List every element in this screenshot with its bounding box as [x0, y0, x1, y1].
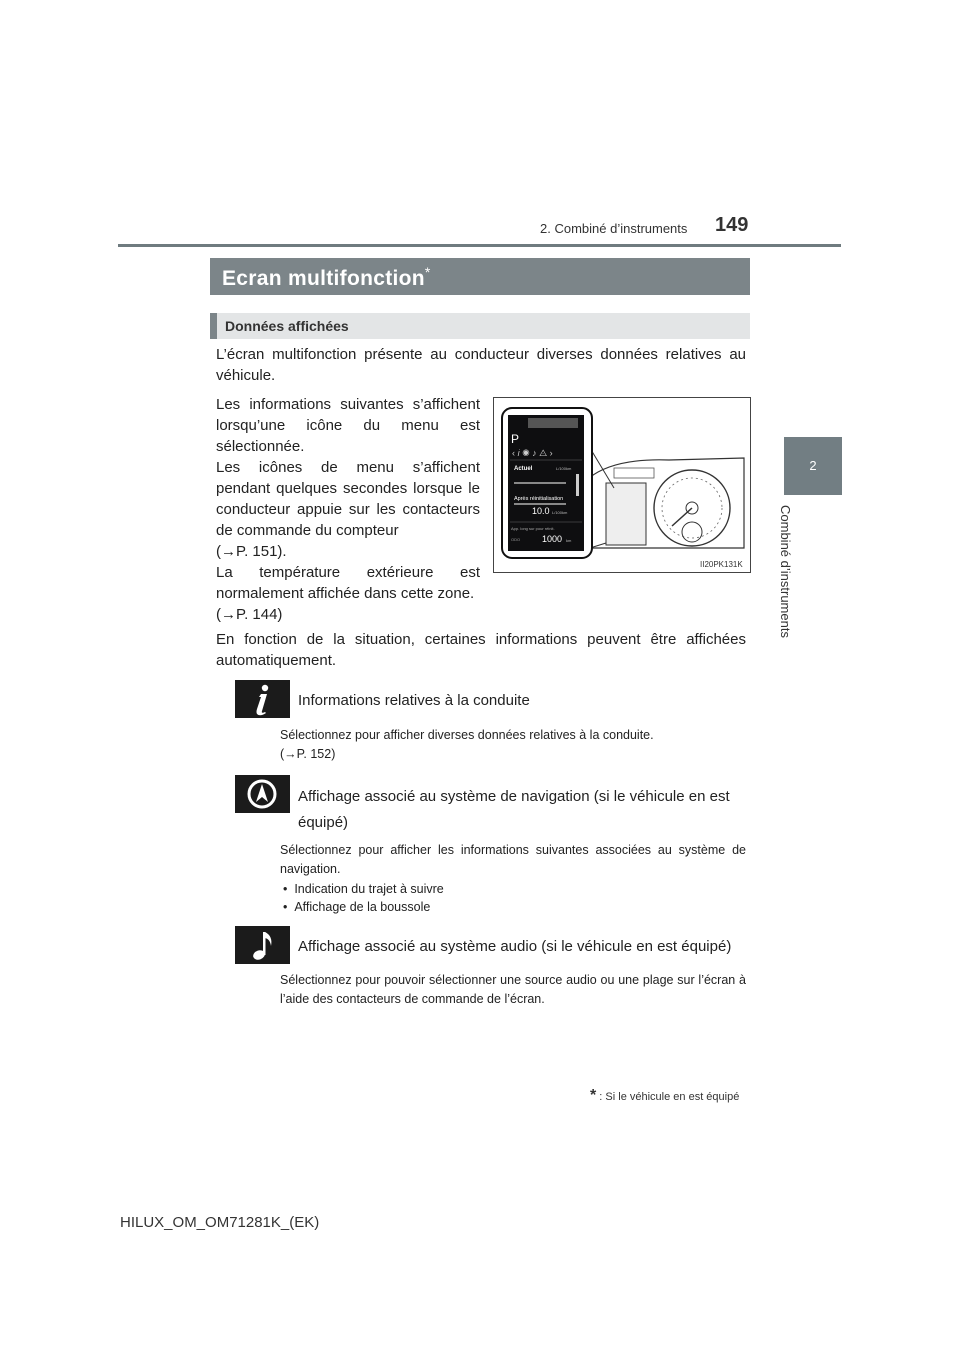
bullet-route-guidance: Indication du trajet à suivre	[294, 882, 444, 896]
menu-display-text: Les icônes de menu s’affichent pendant quelques secondes lorsque le conducteur appuie sur les contacteurs de commande du compteur	[216, 459, 480, 539]
display-scale	[576, 474, 579, 496]
display-menu-icons: ‹ 𝑖 ◉ ♪ ◬ ›	[512, 448, 553, 458]
display-odo-label: ODO	[511, 537, 521, 542]
display-gear: P	[511, 432, 520, 446]
menu-icons-text: Les informations suivantes s’affichent lorsqu’une icône du menu est sélectionnée.	[216, 396, 480, 455]
sub-gauge	[682, 522, 702, 542]
item-title-audio: Affichage associé au système audio (si le véhicule en est équipé)	[298, 938, 732, 955]
list-item: • Affichage de la boussole	[283, 900, 431, 914]
bullet-compass: Affichage de la boussole	[294, 900, 431, 914]
callout-line-top	[590, 448, 614, 488]
navigation-icon	[235, 775, 290, 813]
cluster-illustration	[494, 398, 750, 572]
item-desc-navigation: Sélectionnez pour afficher les informations suivantes associées au système de navigation.	[280, 843, 746, 876]
section-title-mark: *	[424, 264, 431, 280]
display-unit-current: L/100km	[556, 466, 572, 471]
center-screen	[606, 483, 646, 545]
side-tab-label-wrap	[778, 505, 818, 640]
item-desc-audio: Sélectionnez pour pouvoir sélectionner une source audio ou une plage sur l’écran à l’aide des contacteurs de commande de l’écran.	[280, 973, 746, 1006]
display-odo-unit: km	[566, 538, 572, 543]
display-bar-current	[514, 482, 566, 484]
display-unit-reset: L/100km	[552, 510, 568, 515]
chapter-title: 2. Combiné d’instruments	[540, 221, 688, 236]
intro-paragraph: L’écran multifonction présente au conducteur diverses données relatives au véhicule.	[216, 346, 746, 384]
subsection-bar	[210, 313, 750, 339]
section-title-bar	[210, 258, 750, 295]
display-hint: App. long sur pour réinit.	[511, 526, 555, 531]
navigation-bullet-list	[283, 880, 444, 916]
footnote-text: : Si le véhicule en est équipé	[599, 1091, 740, 1103]
temp-ref-link[interactable]: (→P. 144)	[216, 606, 283, 623]
item-title-navigation: Affichage associé au système de navigation (si le véhicule en est équipé)	[298, 788, 730, 831]
section-title	[222, 264, 431, 291]
audio-note-icon-glyph	[235, 926, 290, 964]
document-code: HILUX_OM_OM71281K_(EK)	[120, 1214, 320, 1231]
side-tab-number: 2	[784, 437, 842, 495]
temp-text: La température extérieure est normalement affichée dans cette zone.	[216, 564, 480, 602]
info-icon	[235, 680, 290, 718]
display-value-reset: 10.0	[532, 506, 550, 516]
list-item: • Indication du trajet à suivre	[283, 882, 444, 896]
footnote	[590, 1087, 739, 1105]
item-desc-text: Sélectionnez pour afficher diverses données relatives à la conduite.	[280, 728, 654, 742]
page-number: 149	[715, 214, 749, 236]
item-title-driving-info: Informations relatives à la conduite	[298, 692, 530, 709]
menu-paragraph	[216, 394, 480, 625]
display-odometer: 1000	[542, 534, 563, 544]
display-bar-reset	[514, 503, 566, 505]
figure-code: II20PK131K	[700, 560, 743, 569]
display-label-reset: Après réinitialisation	[514, 496, 564, 502]
display-header-bar	[528, 418, 578, 428]
subsection-accent	[210, 313, 217, 339]
footnote-mark: *	[590, 1087, 597, 1104]
item-desc-driving-info	[280, 726, 746, 764]
item-ref-link[interactable]: (→P. 152)	[280, 747, 336, 761]
subsection-title: Données affichées	[225, 318, 349, 334]
header-rule	[118, 244, 841, 247]
auto-paragraph: En fonction de la situation, certaines informations peuvent être affichées automatiquement.	[216, 631, 746, 669]
navigation-icon-glyph	[235, 775, 290, 813]
menu-ref-link[interactable]: (→P. 151).	[216, 543, 287, 560]
side-tab-label: Combiné d’instruments	[778, 505, 793, 638]
audio-note-icon	[235, 926, 290, 964]
speedometer-needle	[672, 508, 692, 526]
screen-bezel	[614, 468, 654, 478]
instrument-cluster-figure	[493, 397, 751, 573]
section-title-text: Ecran multifonction	[222, 267, 425, 290]
display-label-current: Actuel	[514, 466, 533, 472]
info-icon-glyph	[235, 680, 290, 718]
